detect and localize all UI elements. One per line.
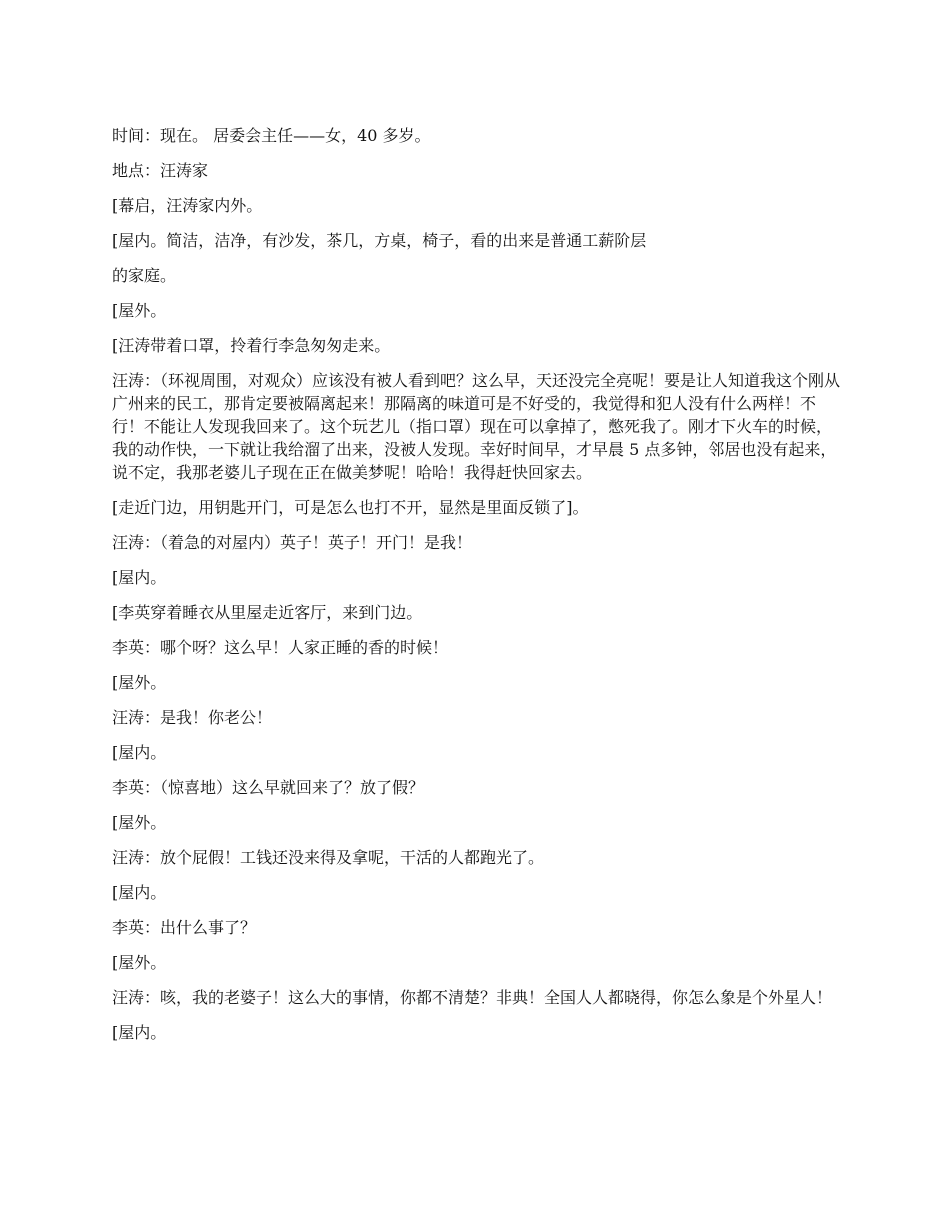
stage-direction: [走近门边，用钥匙开门，可是怎么也打不开，显然是里面反锁了]。 (112, 498, 589, 517)
stage-direction: [汪涛带着口罩，拎着行李急匆匆走来。 (112, 336, 391, 355)
script-text (112, 124, 840, 1056)
dialogue-line: 李英：出什么事了？ (112, 918, 257, 937)
dialogue-line: 汪涛：是我！你老公！ (112, 708, 273, 727)
dialogue-line: 汪涛：（着急的对屋内）英子！英子！开门！是我！ (112, 533, 473, 552)
stage-direction: [李英穿着睡衣从里屋走近客厅，来到门边。 (112, 603, 423, 622)
stage-direction: [屋内。简洁，洁净，有沙发，茶几，方桌，椅子，看的出来是普通工薪阶层 (112, 231, 647, 250)
paragraph-place: 地点：汪涛家 (112, 161, 209, 180)
stage-direction: [屋内。 (112, 743, 167, 762)
stage-direction: [屋内。 (112, 1023, 167, 1042)
stage-direction: [屋外。 (112, 813, 167, 832)
stage-direction: [屋内。 (112, 568, 167, 587)
stage-direction: [屋内。 (112, 883, 167, 902)
stage-direction: [屋外。 (112, 301, 167, 320)
dialogue-line: 李英：（惊喜地）这么早就回来了？放了假？ (112, 778, 425, 797)
stage-direction: 的家庭。 (112, 266, 177, 285)
dialogue-line: 汪涛：（环视周围，对观众）应该没有被人看到吧？这么早，天还没完全亮呢！要是让人知道我这个刚从广州来的民工，那肯定要被隔离起来！那隔离的味道可是不好受的，我觉得和犯人没有什么两样！不行！不能让人发现我回来了。这个玩艺儿（指口罩）现在可以拿掉了，憋死我了。刚才下火车的时候，我的动作快，一下就让我给溜了出来，没被人发现。幸好时间早，才早晨 5 点多钟，邻居也没有起来，说不定，我那老婆儿子现在正在做美梦呢！哈哈！我得赶快回家去。 (112, 371, 841, 482)
dialogue-line: 汪涛：咳，我的老婆子！这么大的事情，你都不清楚？非典！全国人人都晓得，你怎么象是个外星人！ (112, 988, 833, 1007)
stage-direction: [幕启，汪涛家内外。 (112, 196, 263, 215)
dialogue-line: 李英：哪个呀？这么早！人家正睡的香的时候！ (112, 638, 449, 657)
stage-direction: [屋外。 (112, 673, 167, 692)
paragraph-time: 时间：现在。 居委会主任——女，40 多岁。 (112, 126, 431, 145)
stage-direction: [屋外。 (112, 953, 167, 972)
dialogue-line: 汪涛：放个屁假！工钱还没来得及拿呢，干活的人都跑光了。 (112, 848, 545, 867)
